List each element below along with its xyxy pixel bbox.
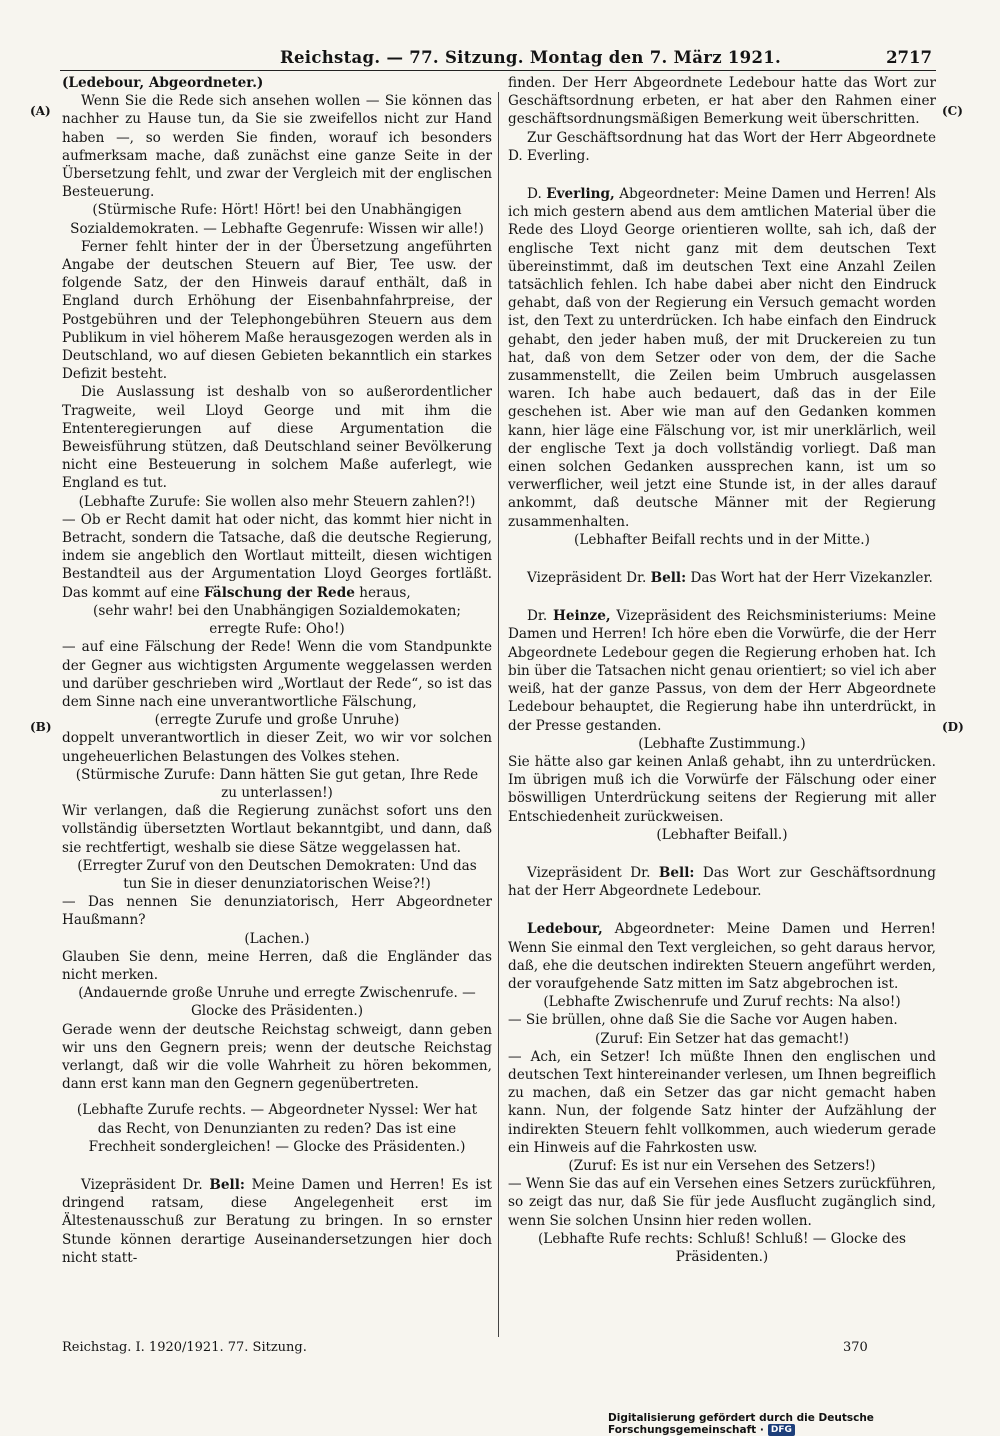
- speech-start: Vizepräsident Dr. Bell: Meine Damen und Herren! Es ist dringend ratsam, diese Angelegenheit erst im Ältestenausschuß zur Beratung zu bringen. In so ernster Stunde können derartige Auseinandersetzungen hier doch nicht statt-: [62, 1176, 493, 1266]
- speaker-name: Bell:: [658, 864, 695, 881]
- interjection: (Zuruf: Es ist nur ein Versehen des Setzers!): [568, 1157, 876, 1174]
- interjection: (Lebhafte Zwischenrufe und Zuruf rechts: Na also!): [543, 994, 901, 1011]
- interjection: (Andauernde große Unruhe und erregte Zwischenrufe. — Glocke des Präsidenten.): [78, 985, 476, 1020]
- speech-start: Vizepräsident Dr. Bell: Das Wort hat der Herr Vizekanzler.: [527, 570, 933, 587]
- dfg-logo-icon: DFG: [768, 1424, 795, 1436]
- margin-marker-d: (D): [942, 720, 964, 734]
- paragraph: — Wenn Sie das auf ein Versehen eines Setzers zurückführen, so zeigt das nur, daß Sie für jede Ausflucht zugänglich sind, wenn Sie solchen Unsinn hier reden wollen.: [508, 1176, 936, 1229]
- paragraph: — Ob er Recht damit hat oder nicht, das kommt hier nicht in Betracht, sondern die Tatsache, daß die deutsche Regierung, indem sie angeblich den Wortlaut mitteilt, diesen wichtigen Bestandteil aus der Argumentation Lloyd Georges fortläßt. Das kommt auf eine Fälschung der Rede heraus,: [62, 511, 492, 601]
- paragraph: Ferner fehlt hinter der in der Übersetzung angeführten Angabe der deutschen Steuern auf Bier, Tee usw. der folgende Satz, der den Hinweis darauf enthält, daß in England durch Erhöhung der Eisenbahnfahrpreise, der Postgebühren und der Telephongebühren Steuern aus dem Publikum in viel höherem Maße herausgezogen werden als in Deutschland, wo auf diesen Gebieten bekanntlich ein starkes Defizit besteht.: [62, 238, 492, 383]
- dfg-credit: [608, 1412, 1000, 1436]
- speaker-name: Ledebour,: [527, 921, 603, 938]
- paragraph: Wir verlangen, daß die Regierung zunächst sofort uns den vollständig übersetzten Wortlaut bekanntgibt, und dann, daß sie rechtfertigt, weshalb sie diese Sätze weggelassen hat.: [62, 803, 492, 856]
- interjection: (erregte Zurufe und große Unruhe): [154, 712, 400, 729]
- emphasis: Fälschung der Rede: [204, 584, 355, 601]
- margin-marker-b: (B): [30, 720, 52, 734]
- paragraph: Gerade wenn der deutsche Reichstag schweigt, dann geben wir uns den Gegnern preis; wenn der deutsche Reichstag verlangt, daß wir die volle Wahrheit zu hören bekommen, dann erst kann man den Gegnern gegenübertreten.: [62, 1021, 492, 1093]
- interjection: (Lebhafter Beifall.): [656, 826, 788, 843]
- interjection: (Lebhafte Rufe rechts: Schluß! Schluß! — Glocke des Präsidenten.): [538, 1230, 906, 1265]
- speech-start: Vizepräsident Dr. Bell: Das Wort zur Geschäftsordnung hat der Herr Abgeordnete Ledebour.: [508, 864, 937, 900]
- paragraph: — Ach, ein Setzer! Ich müßte Ihnen den englischen und deutschen Text hintereinander verlesen, um Ihnen begreiflich zu machen, daß ein Setzer das gar nicht gemacht haben kann. Nun, der folgende Satz hinter der Aufzählung der indirekten Steuern fehlt vollkommen, auch wiederum gerade ein Hinweis auf die Fahrkosten usw.: [508, 1048, 936, 1156]
- interjection: (Stürmische Rufe: Hört! Hört! bei den Unabhängigen Sozialdemokraten. — Lebhafte Gegenrufe: Wissen wir alle!): [70, 202, 484, 237]
- header-title: Reichstag. — 77. Sitzung. Montag den 7. März 1921.: [280, 48, 782, 67]
- margin-marker-c: (C): [942, 104, 963, 118]
- paragraph: Wenn Sie die Rede sich ansehen wollen — Sie können das nachher zu Hause tun, da Sie sie zweifellos nicht zur Hand haben —, so werden Sie finden, worauf ich besonders aufmerksam mache, daß zunächst eine ganze Seite in der Übersetzung fehlt, und zwar der Vergleich mit der englischen Besteuerung.: [62, 93, 492, 201]
- speaker-continuation: (Ledebour, Abgeordneter.): [62, 75, 264, 91]
- speech-start: Dr. Heinze, Vizepräsident des Reichsministeriums: Meine Damen und Herren! Ich höre eben die Vorwürfe, die der Herr Abgeordnete Ledebour gegen die Regierung erhoben hat. Ich bin über die Tatsachen nicht genau orientiert; so viel ich aber weiß, hat der ganze Passus, von dem der Herr Abgeordnete Ledebour behauptet, die Regierung habe ihn unterdrückt, in der Presse gestanden.: [508, 608, 937, 734]
- margin-marker-a: (A): [30, 104, 51, 118]
- paragraph: Zur Geschäftsordnung hat das Wort der Herr Abgeordnete D. Everling.: [508, 129, 936, 164]
- interjection: (Lebhafter Beifall rechts und in der Mitte.): [574, 531, 870, 548]
- paragraph: doppelt unverantwortlich in dieser Zeit, wo wir vor solchen ungeheuerlichen Belastungen des Volkes stehen.: [62, 730, 492, 765]
- dfg-credit-text: Digitalisierung gefördert durch die Deutsche Forschungsgemeinschaft ·: [608, 1412, 874, 1436]
- interjection: (Stürmische Zurufe: Dann hätten Sie gut getan, Ihre Rede zu unterlassen!): [75, 766, 479, 801]
- speaker-name: Everling,: [546, 186, 615, 203]
- interjection: (Zuruf: Ein Setzer hat das gemacht!): [595, 1030, 849, 1047]
- speech-start: D. Everling, Abgeordneter: Meine Damen und Herren! Als ich mich gestern abend aus dem amtlichen Material über die Rede des Lloyd George orientieren wollte, sah ich, daß der englische Text nicht ganz mit dem deutschen Text übereinstimmt, daß im deutschen Text eine Anzahl Zeilen tatsächlich fehlen. Ich habe dabei aber nicht den Eindruck gehabt, daß von der Regierung ein Versuch gemacht worden ist, den Text zu unterdrücken. Ich habe einfach den Eindruck gehabt, den jeder haben muß, der mit Druckereien zu tun hat, daß von dem Setzer oder von dem, der die Sache zusammenstellt, die Zeilen beim Umbruch ausgelassen waren. Ich habe auch bedauert, daß das in der Eile geschehen ist. Aber wie man auf den Gedanken kommen kann, hier läge eine Fälschung vor, ist mir unerklärlich, weil der englische Text ja doch vollständig vorliegt. Daß man einen solchen Gedanken aussprechen kann, ist um so verwerflicher, weil jetzt eine Stunde ist, in der alles darauf ankommt, daß deutsche Männer mit der Regierung zusammenhalten.: [508, 186, 936, 530]
- paragraph: — Das nennen Sie denunziatorisch, Herr Abgeordneter Haußmann?: [62, 894, 492, 929]
- interjection: (Lebhafte Zustimmung.): [638, 735, 806, 752]
- paragraph: — Sie brüllen, ohne daß Sie die Sache vor Augen haben.: [508, 1012, 898, 1029]
- left-column: [62, 74, 492, 1267]
- speech-start: Ledebour, Abgeordneter: Meine Damen und Herren! Wenn Sie einmal den Text vergleichen, so geht daraus hervor, daß, ehe die deutschen indirekten Steuern angeführt werden, der voraufgehende Satz mitten im Satz abgebrochen ist.: [508, 921, 936, 992]
- column-divider: [498, 92, 499, 1337]
- paragraph: Die Auslassung ist deshalb von so außerordentlicher Tragweite, weil Lloyd George und mit ihm die Ententeregierungen auf diese Argumentation die Beweisführung stützen, daß Deutschland seiner Bevölkerung nicht eine Besteuerung in solchem Maße auferlegt, wie England es tut.: [62, 384, 492, 492]
- speaker-name: Bell:: [650, 570, 687, 587]
- footer-citation: Reichstag. I. 1920/1921. 77. Sitzung.: [62, 1340, 307, 1355]
- paragraph: finden. Der Herr Abgeordnete Ledebour hatte das Wort zur Geschäftsordnung erbeten, er hat aber den Rahmen einer geschäftsordnungsmäßigen Bemerkung weit überschritten.: [508, 75, 936, 128]
- paragraph: — auf eine Fälschung der Rede! Wenn die vom Standpunkte der Gegner aus wichtigsten Argumente weggelassen werden und darüber geschrieben wird „Wortlaut der Rede“, so ist das dem Sinne nach eine unverantwortliche Fälschung,: [62, 639, 492, 710]
- paragraph: Sie hätte also gar keinen Anlaß gehabt, ihn zu unterdrücken. Im übrigen muß ich die Vorwürfe der Fälschung oder einer böswilligen Unterdrückung seitens der Regierung mit aller Entschiedenheit zurückweisen.: [508, 753, 936, 825]
- interjection: (Erregter Zuruf von den Deutschen Demokraten: Und das tun Sie in dieser denunziatorischen Weise?!): [77, 857, 477, 892]
- page-header: [60, 46, 936, 71]
- page-number: 2717: [886, 48, 932, 67]
- interjection: (Lebhafte Zurufe rechts. — Abgeordneter Nyssel: Wer hat das Recht, von Denunzianten zu reden? Das ist eine Frechheit sondergleichen! — Glocke des Präsidenten.): [76, 1102, 478, 1155]
- signature-number: 370: [843, 1340, 868, 1355]
- interjection: (Lachen.): [244, 930, 310, 947]
- interjection: (Lebhafte Zurufe: Sie wollen also mehr Steuern zahlen?!): [78, 493, 476, 510]
- right-column: [508, 74, 936, 1266]
- paragraph: Glauben Sie denn, meine Herren, daß die Engländer das nicht merken.: [62, 948, 492, 983]
- speaker-name: Heinze,: [553, 608, 611, 625]
- speaker-name: Bell:: [209, 1176, 245, 1193]
- interjection: (sehr wahr! bei den Unabhängigen Sozialdemokaten; erregte Rufe: Oho!): [93, 602, 461, 638]
